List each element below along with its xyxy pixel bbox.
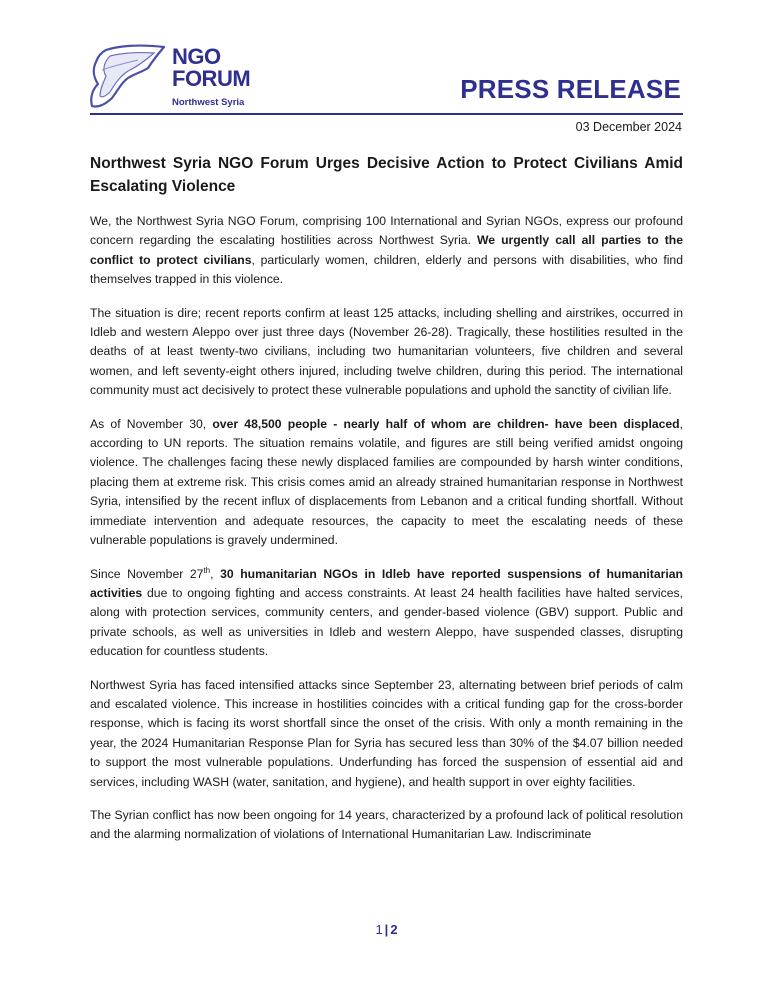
page-next: 2 — [390, 922, 398, 937]
paragraph-3 — [90, 415, 683, 551]
page-separator: | — [384, 922, 389, 937]
logo-line-ngo: NGO — [172, 44, 221, 69]
logo-subtitle: Northwest Syria — [172, 97, 245, 108]
logo-line-forum: FORUM — [172, 66, 251, 91]
p3-text-a: As of November 30, — [90, 416, 213, 431]
headline: Northwest Syria NGO Forum Urges Decisive Action to Protect Civilians Amid Escalating Violence — [90, 155, 683, 195]
paragraph-1 — [90, 212, 683, 290]
p1-text-a: We, the Northwest Syria NGO Forum, comprising 100 International and Syrian NGOs, express our profound concern regarding the escalating hostilities across Northwest Syria. — [90, 214, 683, 248]
ngo-forum-logo — [88, 42, 258, 114]
p1-text-b: , particularly women, children, elderly and persons with disabilities, who find themselves trapped in this violence. — [90, 252, 683, 287]
p4-text-a: Since November 27 — [90, 566, 204, 581]
logo-wordmark — [172, 46, 250, 90]
press-release-label: PRESS RELEASE — [460, 74, 681, 104]
syria-map-icon — [88, 44, 168, 110]
p3-bold: over 48,500 people - nearly half of whom are children- have been displaced — [212, 416, 680, 431]
body-text — [90, 212, 683, 859]
p4-sup: th — [203, 565, 211, 575]
p4-text-b: due to ongoing fighting and access constraints. At least 24 health facilities have halted services, along with protection services, community centers, and gender-based violence (GBV) support. Public and private schools, as well as universities in Idleb and western Aleppo, have suspended classes, disrupting education for countless students. — [90, 585, 683, 659]
release-date: 03 December 2024 — [575, 120, 682, 134]
header-divider — [90, 113, 683, 115]
paragraph-5: Northwest Syria has faced intensified attacks since September 23, alternating between brief periods of calm and escalated violence. This increase in hostilities coincides with a critical funding gap for the cross-border response, which is facing its worst shortfall since the onset of the crisis. With only a month remaining in the year, the 2024 Humanitarian Response Plan for Syria has secured less than 30% of the $4.07 billion needed to support the most vulnerable populations. Underfunding has forced the suspension of essential aid and services, including WASH (water, sanitation, and hygiene), and health support in over eighty facilities. — [90, 677, 683, 789]
p1-bold: We urgently call all parties to the conflict to protect civilians — [90, 233, 683, 267]
p3-text-b: , according to UN reports. The situation remains volatile, and figures are still being verified amidst ongoing violence. The challenges facing these newly displaced families are compounded by harsh winter conditions, placing them at extreme risk. This crisis comes amid an already strained humanitarian response in Northwest Syria, intensified by the recent influx of displacements from Lebanon and a critical funding shortfall. Without immediate intervention and adequate resources, the capacity to meet the escalating needs of these vulnerable populations is gravely undermined. — [90, 416, 684, 548]
page-current: 1 — [375, 922, 383, 937]
p4-bold: 30 humanitarian NGOs in Idleb have reported suspensions of humanitarian activities — [90, 566, 683, 600]
paragraph-4 — [90, 565, 683, 662]
paragraph-2: The situation is dire; recent reports confirm at least 125 attacks, including shelling and airstrikes, occurred in Idleb and western Aleppo over just three days (November 26-28). Tragically, these hostilities resulted in the deaths of at least twenty-two civilians, including two humanitarian volunteers, five children and several women, and left seventy-eight others injured, including twelve children, during this period. The international community must act decisively to protect these vulnerable populations and uphold the sanctity of civilian life. — [90, 305, 683, 398]
paragraph-6: The Syrian conflict has now been ongoing for 14 years, characterized by a profound lack of political resolution and the alarming normalization of violations of International Humanitarian Law. Indiscriminate — [90, 807, 683, 842]
page-number — [0, 922, 773, 937]
p4-comma: , — [210, 566, 221, 581]
